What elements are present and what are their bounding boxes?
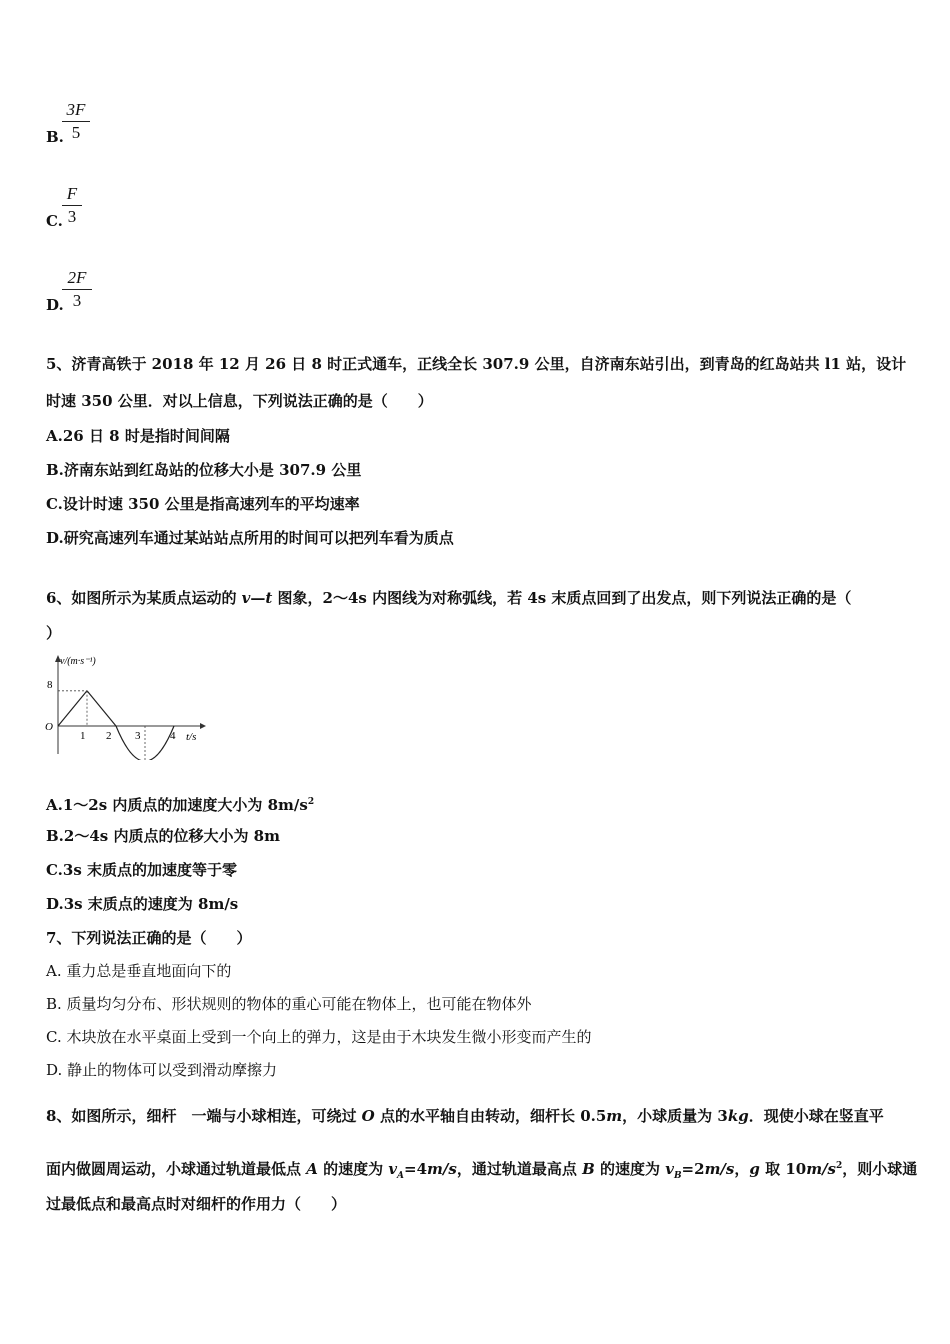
- x-tick-4: 4: [170, 730, 176, 742]
- option-d-letter: D.: [46, 296, 64, 314]
- q5-option-b: B.济南东站到红岛站的位移大小是 307.9 公里: [46, 461, 362, 479]
- q8-text: 点的水平轴自由转动，细杆长 0.5: [374, 1107, 607, 1125]
- q6-stem-v: v: [241, 589, 251, 607]
- q8-unit: m/s: [704, 1160, 735, 1178]
- option-d-denominator: 3: [72, 291, 82, 310]
- x-tick-1: 1: [80, 730, 86, 742]
- option-b-denominator: 5: [71, 123, 81, 142]
- q6-stem-text-b: 图象，2～4s 内图线为对称弧线，若 4s 末质点回到了出发点，则下列说法正确的是（: [272, 589, 852, 607]
- q8-text: ，则小球通: [842, 1160, 918, 1178]
- option-c-letter: C.: [46, 212, 63, 230]
- option-b-letter: B.: [46, 128, 64, 146]
- q6-option-a-text: A.1～2s 内质点的加速度大小为 8m/s: [46, 796, 308, 814]
- option-c-numerator: F: [66, 184, 78, 203]
- option-b-numerator: 3F: [66, 100, 86, 119]
- q8-point-a: A: [306, 1160, 318, 1178]
- q8-unit: m/s: [427, 1160, 457, 1178]
- q6-option-c: C.3s 末质点的加速度等于零: [46, 861, 238, 879]
- q6-option-d: D.3s 末质点的速度为 8m/s: [46, 895, 239, 913]
- q8-var-g: g: [749, 1160, 760, 1178]
- q8-stem-line3: 过最低点和最高点时对细杆的作用力（ ）: [46, 1195, 347, 1213]
- q7-stem: 7、下列说法正确的是（ ）: [46, 929, 252, 947]
- q6-stem-dash: —: [250, 589, 266, 607]
- q8-text: ．现使小球在竖直平: [748, 1107, 884, 1125]
- x-tick-3: 3: [135, 730, 141, 742]
- q6-option-a-sup: 2: [307, 797, 315, 807]
- vt-segment-fall: [87, 691, 116, 726]
- q8-point-b: B: [582, 1160, 595, 1178]
- y-axis-label: v/(m·s⁻¹): [60, 656, 96, 667]
- q7-option-d: D. 静止的物体可以受到滑动摩擦力: [46, 1061, 278, 1079]
- option-c-denominator: 3: [67, 207, 77, 226]
- q5-stem-line2: 时速 350 公里．对以上信息，下列说法正确的是（ ）: [46, 392, 433, 410]
- q8-var-v: v: [388, 1160, 398, 1178]
- q8-text: 8、如图所示，细杆 一端与小球相连，可绕过: [46, 1107, 362, 1125]
- q7-option-a: A. 重力总是垂直地面向下的: [46, 962, 232, 980]
- q8-text: 面内做圆周运动，小球通过轨道最低点: [46, 1160, 307, 1178]
- q8-unit: m: [606, 1107, 623, 1125]
- q7-option-c: C. 木块放在水平桌面上受到一个向上的弹力，这是由于木块发生微小形变而产生的: [46, 1028, 592, 1046]
- y-tick-label: 8: [47, 679, 53, 691]
- q8-var-v: v: [665, 1160, 674, 1178]
- q7-option-b: B. 质量均匀分布、形状规则的物体的重心可能在物体上，也可能在物体外: [46, 995, 532, 1013]
- q5-option-a: A.26 日 8 时是指时间间隔: [46, 427, 230, 445]
- q8-text: ，通过轨道最高点: [456, 1160, 583, 1178]
- q8-text: =2: [681, 1160, 705, 1178]
- q8-unit: kg: [727, 1107, 749, 1125]
- x-tick-2: 2: [106, 730, 112, 742]
- fraction-bar: [62, 121, 90, 122]
- x-axis-arrow: [200, 723, 206, 729]
- vt-graph: [40, 650, 210, 760]
- q8-stem-line2: [46, 1156, 917, 1186]
- q6-stem-text-a: 6、如图所示为某质点运动的: [46, 589, 242, 607]
- q8-text: 的速度为: [594, 1160, 666, 1178]
- q8-point-o: O: [361, 1107, 375, 1125]
- q8-stem-line1: [46, 1106, 884, 1126]
- q8-text: =4: [404, 1160, 428, 1178]
- option-d-fraction: [62, 268, 92, 311]
- q6-stem-line1: [46, 588, 851, 608]
- q8-sub: B: [673, 1171, 682, 1181]
- option-d-numerator: 2F: [67, 268, 87, 287]
- q8-text: 取 10: [759, 1160, 807, 1178]
- q5-option-c: C.设计时速 350 公里是指高速列车的平均速率: [46, 495, 360, 513]
- vt-segment-rise: [58, 691, 87, 726]
- q8-text: 的速度为: [317, 1160, 389, 1178]
- q8-sup: 2: [836, 1161, 843, 1171]
- x-axis-label: t/s: [186, 731, 197, 743]
- q6-stem-line2: ）: [46, 624, 62, 642]
- q8-sub: A: [397, 1171, 405, 1181]
- q5-stem-line1: 5、济青高铁于 2018 年 12 月 26 日 8 时正式通车，正线全长 307.9 公里，自济南东站引出，到青岛的红岛站共 l1 站，设计: [46, 355, 907, 373]
- q8-unit: m/s: [806, 1160, 836, 1178]
- q6-option-a: [46, 792, 314, 815]
- q8-text: ，: [734, 1160, 750, 1178]
- q5-option-d: D.研究高速列车通过某站站点所用的时间可以把列车看为质点: [46, 529, 454, 547]
- q6-option-b: B.2～4s 内质点的位移大小为 8m: [46, 827, 280, 845]
- option-c-fraction: [62, 184, 82, 227]
- fraction-bar: [62, 205, 82, 206]
- origin-label: O: [45, 721, 53, 733]
- option-b-fraction: [62, 100, 90, 143]
- q6-stem-t: t: [265, 589, 273, 607]
- q8-text: ，小球质量为 3: [622, 1107, 728, 1125]
- fraction-bar: [62, 289, 92, 290]
